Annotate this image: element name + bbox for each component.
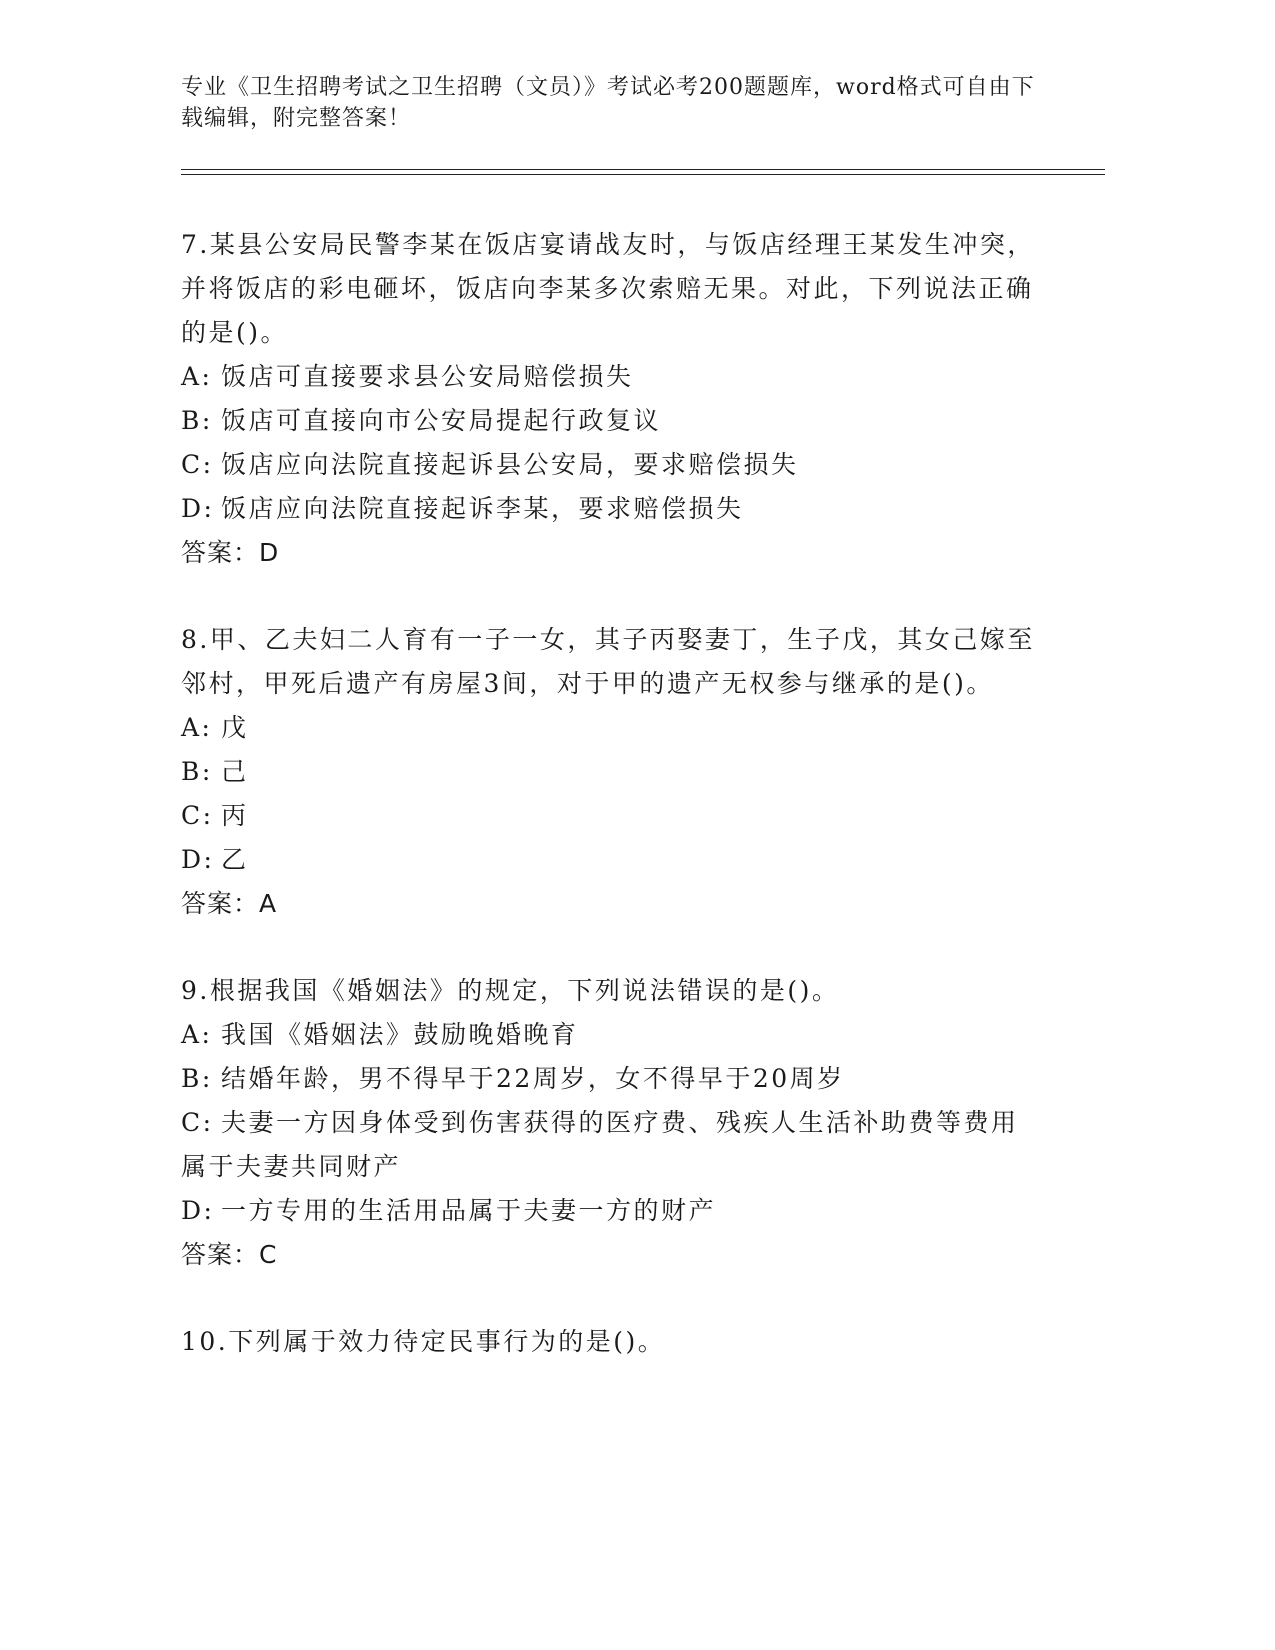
option-text: 饭店应向法院直接起诉县公安局，要求赔偿损失 [221, 450, 799, 479]
option-key: A: [181, 1020, 213, 1049]
option-text: 丙 [221, 801, 249, 830]
option-b [181, 1057, 1041, 1101]
option-c [181, 1101, 1041, 1189]
option-d [181, 1189, 1041, 1233]
option-a [181, 706, 1041, 750]
option-text: 饭店可直接要求县公安局赔偿损失 [221, 362, 634, 391]
header-divider-top [181, 169, 1105, 170]
option-key: B: [181, 1064, 213, 1093]
question-stem: 10.下列属于效力待定民事行为的是()。 [181, 1327, 666, 1356]
option-key: C: [181, 1108, 214, 1137]
option-key: A: [181, 362, 213, 391]
option-b [181, 750, 1041, 794]
document-header: 专业《卫生招聘考试之卫生招聘（文员）》考试必考200题题库，word格式可自由下载编辑，附完整答案！ [181, 75, 1035, 131]
question-7 [181, 223, 1041, 575]
option-text: 饭店应向法院直接起诉李某，要求赔偿损失 [221, 494, 744, 523]
option-text: 一方专用的生活用品属于夫妻一方的财产 [221, 1196, 717, 1225]
option-key: D: [181, 494, 215, 523]
question-10 [181, 1320, 1041, 1364]
option-a [181, 1013, 1041, 1057]
option-key: C: [181, 801, 214, 830]
question-8 [181, 618, 1041, 926]
question-list [181, 223, 1041, 1364]
option-text: 结婚年龄，男不得早于22周岁，女不得早于20周岁 [221, 1064, 845, 1093]
option-text: 夫妻一方因身体受到伤害获得的医疗费、残疾人生活补助费等费用属于夫妻共同财产 [181, 1108, 1019, 1181]
answer-line: 答案：C [181, 1240, 278, 1269]
option-text: 乙 [221, 845, 249, 874]
question-stem: 8.甲、乙夫妇二人育有一子一女，其子丙娶妻丁，生子戊，其女己嫁至邻村，甲死后遗产有房屋3间，对于甲的遗产无权参与继承的是()。 [181, 625, 1035, 698]
option-key: A: [181, 713, 213, 742]
option-a [181, 355, 1041, 399]
option-key: B: [181, 406, 213, 435]
option-c [181, 794, 1041, 838]
answer-line: 答案：A [181, 889, 278, 918]
option-b [181, 399, 1041, 443]
option-text: 我国《婚姻法》鼓励晚婚晚育 [221, 1020, 579, 1049]
option-text: 己 [221, 757, 249, 786]
option-d [181, 838, 1041, 882]
question-stem: 7.某县公安局民警李某在饭店宴请战友时，与饭店经理王某发生冲突，并将饭店的彩电砸坏，饭店向李某多次索赔无果。对此，下列说法正确的是()。 [181, 230, 1035, 347]
question-stem: 9.根据我国《婚姻法》的规定，下列说法错误的是()。 [181, 976, 840, 1005]
option-key: D: [181, 845, 215, 874]
option-key: D: [181, 1196, 215, 1225]
option-d [181, 487, 1041, 531]
option-key: B: [181, 757, 213, 786]
option-text: 戊 [221, 713, 249, 742]
header-divider-bottom [181, 174, 1105, 175]
option-text: 饭店可直接向市公安局提起行政复议 [221, 406, 662, 435]
question-9 [181, 969, 1041, 1277]
answer-line: 答案：D [181, 538, 280, 567]
option-c [181, 443, 1041, 487]
option-key: C: [181, 450, 214, 479]
